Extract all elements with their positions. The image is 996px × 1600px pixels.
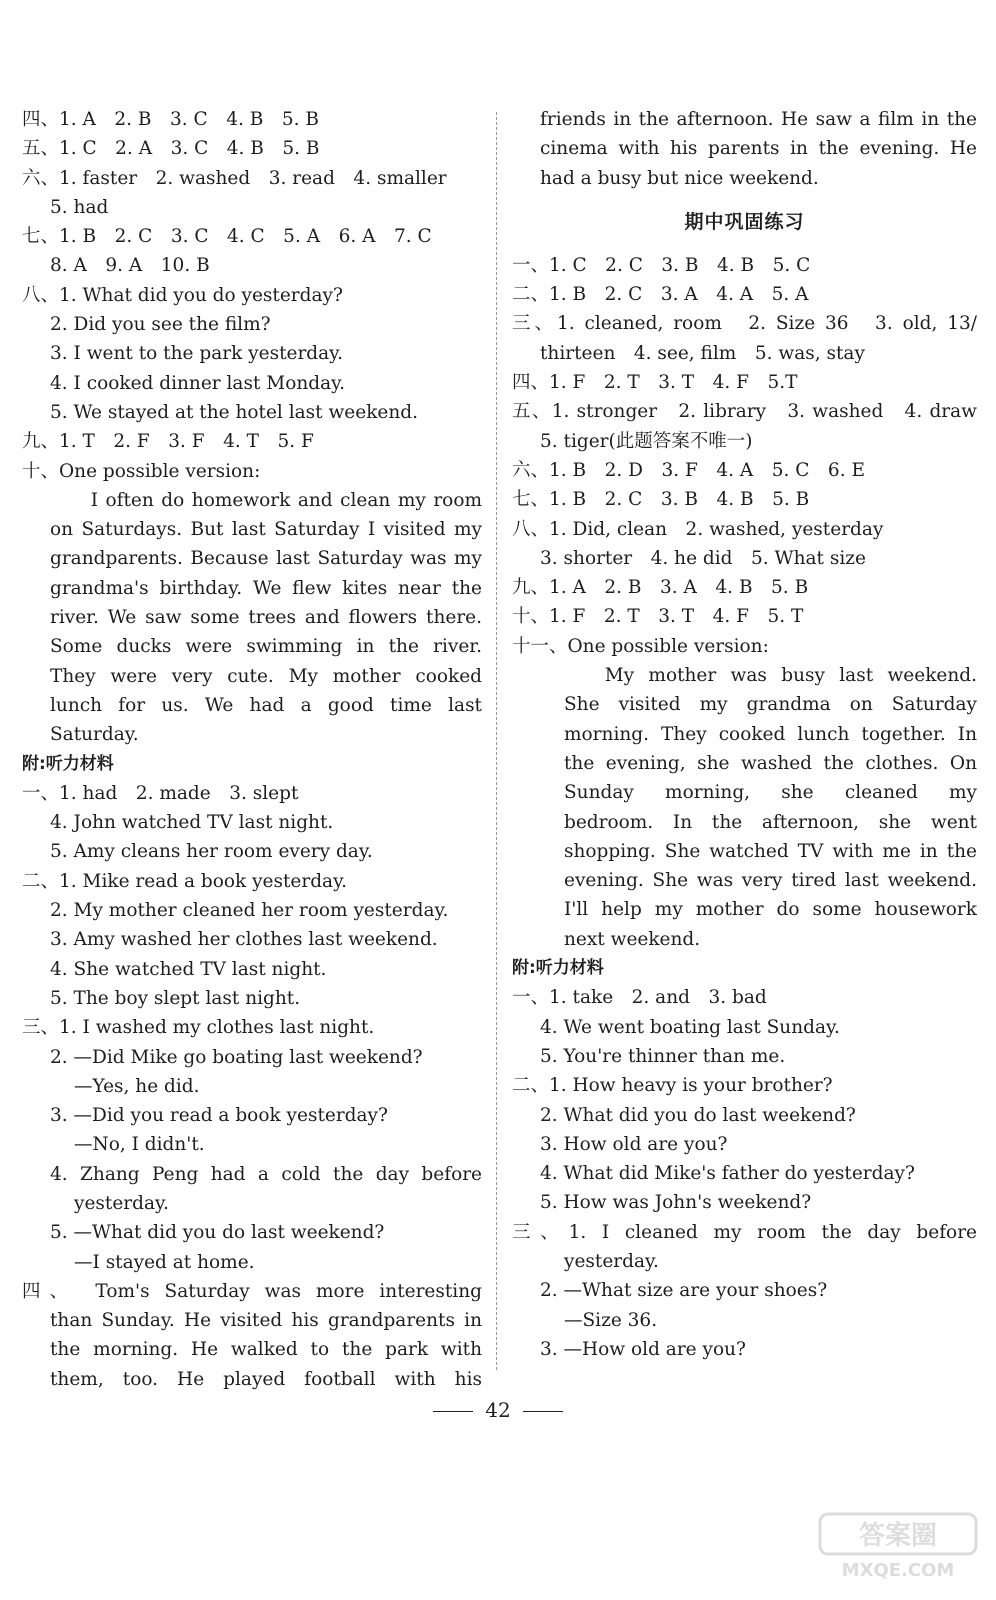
text-line: friends in the afternoon. He saw a film in the (540, 109, 977, 130)
text-line: 三、1. cleaned, room 2. Size 36 3. old, 13/ (512, 313, 977, 335)
text-line: 3. Amy washed her clothes last weekend. (50, 929, 438, 951)
watermark-logo (818, 1512, 978, 1582)
text-line: 4. I cooked dinner last Monday. (50, 372, 345, 394)
text-line: They were very cute. My mother cooked (50, 665, 482, 687)
text-line: 一、1. had 2. made 3. slept (22, 782, 299, 804)
footer-dash-left (433, 1411, 473, 1412)
column-divider (496, 112, 497, 1370)
text-line: 八、1. Did, clean 2. washed, yesterday (512, 518, 884, 540)
text-line: river. We saw some trees and flowers there. (50, 607, 482, 629)
text-line: had a busy but nice weekend. (540, 167, 819, 189)
text-line: 3. —Did you read a book yesterday? (50, 1105, 388, 1127)
svg-text:MXQE.COM: MXQE.COM (841, 1560, 955, 1581)
text-line: 五、1. stronger 2. library 3. washed 4. draw (512, 401, 977, 423)
text-line: 十、One possible version: (22, 460, 261, 482)
text-line: 2. —Did Mike go boating last weekend? (50, 1046, 423, 1068)
page-number: 42 (485, 1398, 511, 1422)
text-line: 三、1. I cleaned my room the day before (512, 1221, 977, 1243)
text-line: 3. How old are you? (540, 1133, 728, 1155)
left-column (22, 105, 482, 1394)
text-line: 2. What did you do last weekend? (540, 1104, 856, 1126)
text-line: 4. John watched TV last night. (50, 812, 334, 834)
text-line: 8. A 9. A 10. B (50, 255, 210, 277)
text-line: 六、1. faster 2. washed 3. read 4. smaller (22, 167, 447, 189)
text-line: yesterday. (564, 1250, 659, 1272)
text-line: 3. shorter 4. he did 5. What size (540, 547, 866, 569)
text-line: —No, I didn't. (74, 1134, 205, 1156)
text-line: 十一、One possible version: (512, 635, 769, 657)
text-line: 4. We went boating last Sunday. (540, 1016, 840, 1038)
text-line: than Sunday. He visited his grandparents in (50, 1310, 482, 1332)
text-line: 5. —What did you do last weekend? (50, 1222, 385, 1244)
text-line: grandma's birthday. We flew kites near the (50, 577, 482, 599)
text-line: 七、1. B 2. C 3. C 4. C 5. A 6. A 7. C (22, 226, 432, 248)
text-line: 2. —What size are your shoes? (540, 1280, 828, 1302)
text-line: 2. My mother cleaned her room yesterday. (50, 900, 449, 922)
text-line: 六、1. B 2. D 3. F 4. A 5. C 6. E (512, 459, 865, 481)
text-line: 一、1. C 2. C 3. B 4. B 5. C (512, 254, 811, 276)
text-line: I often do homework and clean my room (90, 489, 482, 511)
page-footer (0, 1398, 996, 1422)
text-line: She visited my grandma on Saturday (564, 694, 977, 716)
section-label: 附:听力材料 (22, 753, 114, 774)
text-line: 5. had (50, 196, 109, 218)
text-line: 5. You're thinner than me. (540, 1045, 786, 1067)
text-line: next weekend. (564, 928, 701, 950)
text-line: 四、1. A 2. B 3. C 4. B 5. B (22, 109, 319, 130)
text-line: 一、1. take 2. and 3. bad (512, 987, 767, 1009)
text-line: yesterday. (74, 1192, 169, 1214)
section-label: 附:听力材料 (512, 958, 604, 979)
text-line: 5. How was John's weekend? (540, 1192, 812, 1214)
text-line: —I stayed at home. (74, 1251, 255, 1273)
text-line: My mother was busy last weekend. (604, 665, 977, 687)
text-line: —Yes, he did. (74, 1075, 200, 1097)
text-line: 2. Did you see the film? (50, 314, 271, 336)
footer-dash-right (523, 1411, 563, 1412)
svg-text:答案圈: 答案圈 (858, 1521, 938, 1551)
text-line: —Size 36. (564, 1309, 658, 1331)
text-line: morning. They cooked lunch together. In (564, 723, 977, 745)
right-continuation (512, 105, 977, 193)
right-column (512, 105, 977, 1364)
text-line: 5. We stayed at the hotel last weekend. (50, 401, 418, 423)
text-line: 3. I went to the park yesterday. (50, 343, 344, 365)
text-line: 5. Amy cleans her room every day. (50, 841, 373, 863)
text-line: 4. What did Mike's father do yesterday? (540, 1163, 915, 1185)
text-line: 3. —How old are you? (540, 1338, 746, 1360)
text-line: 二、1. B 2. C 3. A 4. A 5. A (512, 284, 809, 306)
section-heading: 期中巩固练习 (684, 210, 805, 233)
text-line: 十、1. F 2. T 3. T 4. F 5. T (512, 606, 804, 628)
text-line: 二、1. How heavy is your brother? (512, 1075, 833, 1097)
text-line: the evening, she washed the clothes. On (564, 752, 977, 774)
text-line: 四、 Tom's Saturday was more interesting (22, 1280, 482, 1302)
text-line: Some ducks were swimming in the river. (50, 636, 482, 658)
text-line: on Saturdays. But last Saturday I visited my (50, 519, 482, 541)
text-line: 七、1. B 2. C 3. B 4. B 5. B (512, 489, 810, 511)
text-line: 5. The boy slept last night. (50, 987, 301, 1009)
text-line: 4. She watched TV last night. (50, 958, 327, 980)
text-line: bedroom. In the afternoon, she went (564, 811, 977, 833)
text-line: Saturday. (50, 724, 139, 746)
text-line: 三、1. I washed my clothes last night. (22, 1017, 375, 1039)
text-line: 九、1. A 2. B 3. A 4. B 5. B (512, 577, 809, 599)
text-line: shopping. She watched TV with me in the (564, 840, 977, 862)
text-line: 4. Zhang Peng had a cold the day before (50, 1163, 482, 1185)
text-line: grandparents. Because last Saturday was my (50, 548, 482, 570)
text-line: 二、1. Mike read a book yesterday. (22, 870, 347, 892)
text-line: lunch for us. We had a good time last (50, 694, 482, 716)
text-line: the morning. He walked to the park with (50, 1339, 482, 1361)
text-line: cinema with his parents in the evening. He (540, 138, 977, 160)
text-line: 九、1. T 2. F 3. F 4. T 5. F (22, 431, 314, 453)
right-answers (512, 251, 977, 1364)
text-line: Sunday morning, she cleaned my (564, 782, 977, 804)
text-line: thirteen 4. see, film 5. was, stay (540, 342, 865, 364)
text-line: 四、1. F 2. T 3. T 4. F 5.T (512, 372, 798, 394)
text-line: evening. She was very tired last weekend. (564, 870, 977, 892)
text-line: 5. tiger(此题答案不唯一) (540, 430, 753, 452)
text-line: them, too. He played football with his (50, 1368, 482, 1390)
text-line: 八、1. What did you do yesterday? (22, 284, 343, 306)
text-line: 五、1. C 2. A 3. C 4. B 5. B (22, 138, 320, 160)
text-line: I'll help my mother do some housework (564, 899, 977, 921)
